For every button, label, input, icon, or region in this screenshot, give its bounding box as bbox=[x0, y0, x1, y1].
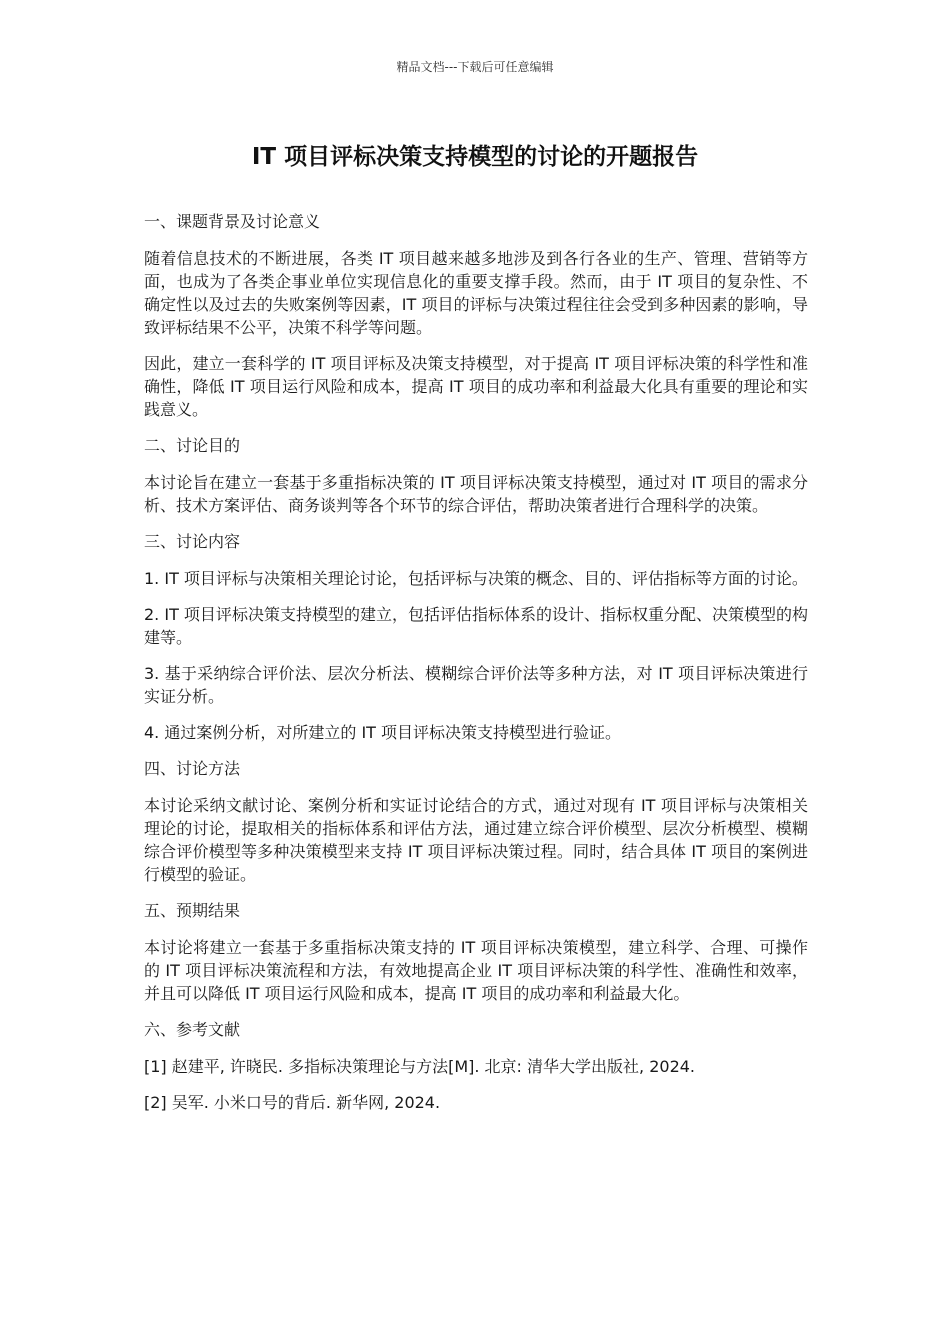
section-heading-purpose: 二、讨论目的 bbox=[144, 436, 241, 455]
list-item: 2. IT 项目评标决策支持模型的建立，包括评估指标体系的设计、指标权重分配、决策模型的构建等。 bbox=[144, 605, 808, 647]
reference-item: [1] 赵建平, 许晓民. 多指标决策理论与方法[M]. 北京: 清华大学出版社, 2024. bbox=[144, 1057, 696, 1076]
header-note: 精品文档---下载后可任意编辑 bbox=[396, 60, 554, 74]
section-heading-method: 四、讨论方法 bbox=[144, 759, 241, 778]
paragraph: 本讨论采纳文献讨论、案例分析和实证讨论结合的方式，通过对现有 IT 项目评标与决策相关理论的讨论，提取相关的指标体系和评估方法，通过建立综合评价模型、层次分析模型、模糊综合评价模型等多种决策模型来支持 IT 项目评标决策过程。同时，结合具体 IT 项目的案例进行模型的验证。 bbox=[144, 796, 808, 884]
reference-item: [2] 吴军. 小米口号的背后. 新华网, 2024. bbox=[144, 1093, 441, 1112]
paragraph: 随着信息技术的不断进展，各类 IT 项目越来越多地涉及到各行各业的生产、管理、营销等方面，也成为了各类企事业单位实现信息化的重要支撑手段。然而，由于 IT 项目的复杂性、不确定性以及过去的失败案例等因素，IT 项目的评标与决策过程往往会受到多种因素的影响，导致评标结果不公平，决策不科学等问题。 bbox=[144, 249, 808, 337]
section-heading-references: 六、参考文献 bbox=[144, 1020, 241, 1039]
section-heading-background: 一、课题背景及讨论意义 bbox=[144, 212, 321, 231]
list-item: 1. IT 项目评标与决策相关理论讨论，包括评标与决策的概念、目的、评估指标等方面的讨论。 bbox=[144, 569, 808, 588]
list-item: 4. 通过案例分析，对所建立的 IT 项目评标决策支持模型进行验证。 bbox=[144, 723, 622, 742]
section-heading-content: 三、讨论内容 bbox=[144, 532, 241, 551]
paragraph: 本讨论将建立一套基于多重指标决策支持的 IT 项目评标决策模型，建立科学、合理、可操作的 IT 项目评标决策流程和方法，有效地提高企业 IT 项目评标决策的科学性、准确性和效率，并且可以降低 IT 项目运行风险和成本，提高 IT 项目的成功率和利益最大化。 bbox=[144, 938, 808, 1003]
paragraph: 本讨论旨在建立一套基于多重指标决策的 IT 项目评标决策支持模型，通过对 IT 项目的需求分析、技术方案评估、商务谈判等各个环节的综合评估，帮助决策者进行合理科学的决策。 bbox=[144, 473, 808, 515]
section-heading-expected-results: 五、预期结果 bbox=[144, 901, 241, 920]
page-title: IT 项目评标决策支持模型的讨论的开题报告 bbox=[251, 144, 699, 170]
list-item: 3. 基于采纳综合评价法、层次分析法、模糊综合评价法等多种方法，对 IT 项目评标决策进行实证分析。 bbox=[144, 664, 808, 706]
document-body bbox=[144, 210, 808, 1127]
paragraph: 因此，建立一套科学的 IT 项目评标及决策支持模型，对于提高 IT 项目评标决策的科学性和准确性，降低 IT 项目运行风险和成本，提高 IT 项目的成功率和利益最大化具有重要的理论和实践意义。 bbox=[144, 354, 808, 419]
